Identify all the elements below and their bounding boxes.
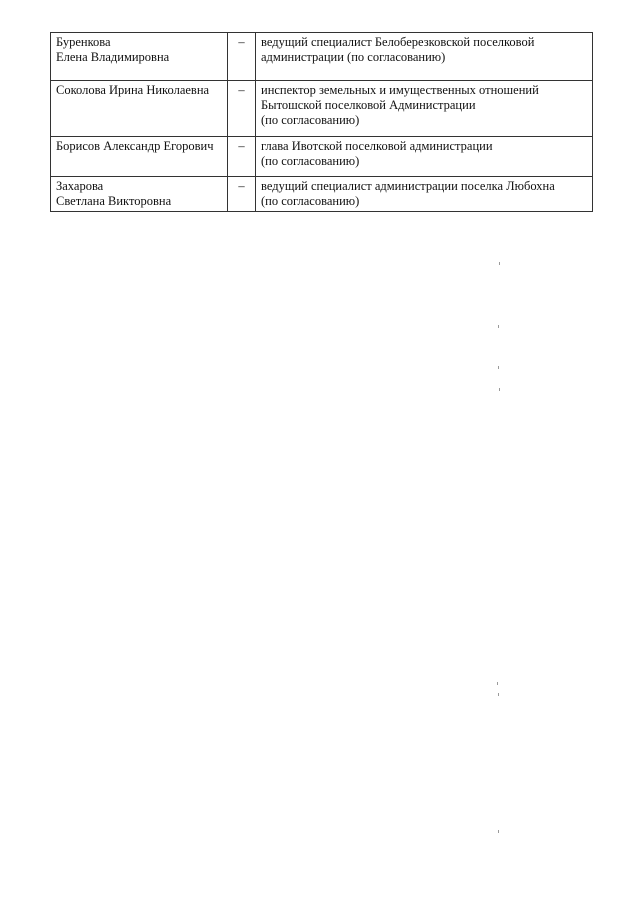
member-role-cell [256,177,593,212]
table-row [51,177,593,212]
table-row [51,137,593,177]
table-row [51,81,593,137]
member-role-line: администрации (по согласованию) [261,50,446,64]
scan-speck [499,262,500,265]
member-role-line: Бытошской поселковой Администрации [261,98,476,112]
dash-cell [228,137,256,177]
member-role-cell [256,137,593,177]
member-role-cell [256,33,593,81]
dash-separator: – [238,83,245,97]
scan-speck [498,366,499,369]
member-name-cell [51,177,228,212]
scan-speck [498,693,499,696]
commission-members-table [50,32,593,212]
member-role-line: (по согласованию) [261,113,360,127]
dash-cell [228,81,256,137]
member-role-line: глава Ивотской поселковой администрации [261,139,493,153]
dash-cell [228,33,256,81]
member-role-line: (по согласованию) [261,154,360,168]
member-name-cell [51,33,228,81]
member-surname: Буренкова [56,35,111,49]
member-role-line: (по согласованию) [261,194,360,208]
scan-speck [499,388,500,391]
dash-separator: – [238,35,245,49]
table-row [51,33,593,81]
member-role-line: ведущий специалист Белоберезковской поселковой [261,35,535,49]
member-given-names: Светлана Викторовна [56,194,172,208]
member-given-names: Елена Владимировна [56,50,170,64]
member-surname: Захарова [56,179,104,193]
member-full-name: Соколова Ирина Николаевна [56,83,210,97]
member-name-cell [51,137,228,177]
member-role-cell [256,81,593,137]
scan-speck [498,325,499,328]
dash-cell [228,177,256,212]
member-role-line: инспектор земельных и имущественных отношений [261,83,539,97]
member-role-line: ведущий специалист администрации поселка Любохна [261,179,555,193]
dash-separator: – [238,179,245,193]
member-name-cell [51,81,228,137]
member-full-name: Борисов Александр Егорович [56,139,214,153]
scan-speck [498,830,499,833]
scan-speck [497,682,498,685]
dash-separator: – [238,139,245,153]
